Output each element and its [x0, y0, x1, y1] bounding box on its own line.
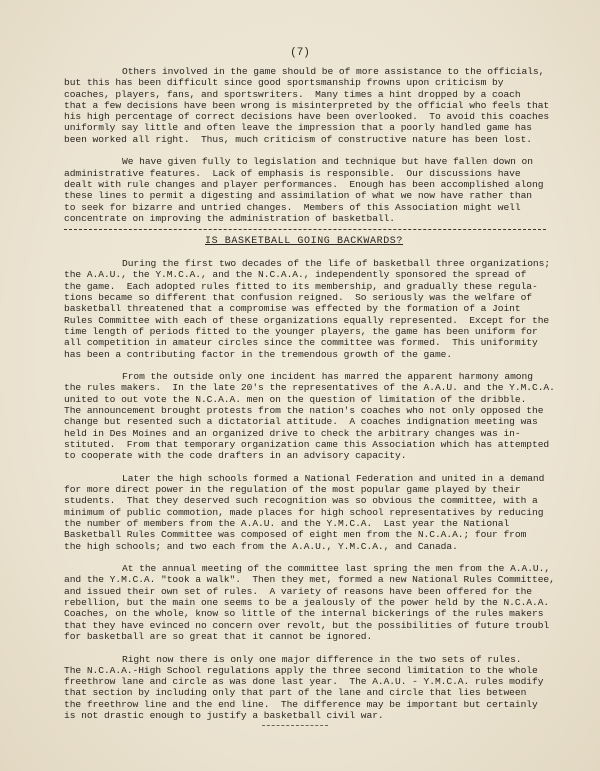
text-line: tions became so different that confusion reigned. So seriously was the welfare of: [64, 292, 532, 304]
text-line: for more direct power in the regulation of the most popular game played by their: [64, 484, 521, 496]
text-line: dealt with rule changes and player performances. Enough has been accomplished along: [64, 178, 544, 190]
text-line: is not drastic enough to justify a basketball civil war.: [64, 710, 384, 722]
text-line: to seek for bizarre and untried changes. Members of this Association might well: [64, 201, 521, 213]
text-line: been worked all right. Thus, much criticism of constructive nature has been lost.: [64, 133, 532, 145]
text-line: basketball threatened that a compromise was effected by the formation of a Joint: [64, 303, 521, 315]
text-line: At the annual meeting of the committee last spring the men from the A.A.U.,: [122, 563, 551, 575]
text-line: stituted. From that temporary organization came this Association which has attempted: [64, 438, 550, 450]
paragraph-p5: [64, 473, 544, 552]
paragraph-p1: [64, 66, 550, 145]
text-line: students. That they deserved such recognition was so obvious the committee, with a: [64, 495, 538, 507]
text-line: the high schools; and two each from the A.A.U., Y.M.C.A., and Canada.: [64, 540, 458, 552]
text-line: The announcement brought protests from the nation's coaches who not only opposed the: [64, 405, 544, 417]
text-line: change but resented such a dictatorial attitude. A coaches indignation meeting was: [64, 416, 538, 428]
text-line: the game. Each adopted rules fitted to its membership, and gradually these regula-: [64, 280, 538, 292]
document-body: [64, 66, 555, 726]
text-line: that they have evinced no concern over revolt, but the possibilities of future troubl: [64, 619, 550, 631]
text-line: the freethrow line and the end line. The difference may be important but certainly: [64, 698, 538, 710]
end-mark: [262, 725, 328, 726]
text-line: these lines to permit a digesting and assimilation of what we now have rather than: [64, 190, 532, 202]
text-line: his high percentage of correct decisions have been overlooked. To avoid this coaches: [64, 111, 550, 123]
text-line: During the first two decades of the life of basketball three organizations;: [122, 258, 551, 270]
paragraph-p2: [64, 156, 544, 224]
text-line: the number of members from the A.A.U. and the Y.M.C.A. Last year the National: [64, 517, 510, 529]
text-line: Right now there is only one major difference in the two sets of rules.: [122, 653, 522, 665]
text-line: but this has been difficult since good sportsmanship frowns upon criticism by: [64, 77, 504, 89]
section-heading: IS BASKETBALL GOING BACKWARDS?: [204, 236, 404, 248]
text-line: to cooperate with the code drafters in an advisory capacity.: [64, 450, 407, 462]
text-line: rebellion, but the main one seems to be a jealously of the power held by the N.C.A.A.: [64, 597, 550, 609]
text-line: Rules Committee with each of these organizations equally represented. Except for the: [64, 314, 550, 326]
paragraph-p7: [64, 654, 544, 722]
text-line: The N.C.A.A.-High School regulations apply the three second limitation to the whole: [64, 664, 538, 676]
text-line: and issued their own set of rules. A variety of reasons have been offered for the: [64, 585, 532, 597]
paragraph-p6: [64, 563, 555, 642]
section-divider: [64, 229, 546, 230]
text-line: all competition in amateur circles since the committee was formed. This uniformity: [64, 337, 538, 349]
text-line: time length of periods fitted to the younger players, the game has been uniform for: [64, 325, 538, 337]
text-line: From the outside only one incident has marred the apparent harmony among: [122, 371, 533, 383]
page-number: (7): [290, 47, 310, 59]
text-line: the rules makers. In the late 20's the representatives of the A.A.U. and the Y.M.C.A.: [64, 382, 555, 394]
text-line: Later the high schools formed a National Federation and united in a demand: [122, 472, 545, 484]
text-line: uniformly say little and often leave the impression that a poorly handled game has: [64, 122, 532, 134]
text-line: Others involved in the game should be of more assistance to the officials,: [122, 66, 545, 77]
text-line: Basketball Rules Committee was composed of eight men from the N.C.A.A.; four from: [64, 529, 527, 541]
text-line: the A.A.U., the Y.M.C.A., and the N.C.A.A., independently sponsored the spread of: [64, 269, 527, 281]
text-line: and the Y.M.C.A. "took a walk". Then they met, formed a new National Rules Committee,: [64, 574, 555, 586]
text-line: concentrate on improving the administration of basketball.: [64, 212, 396, 224]
text-line: administrative features. Lack of emphasis is responsible. Our discussions have: [64, 167, 521, 179]
text-line: united to out vote the N.C.A.A. men on the question of limitation of the dribble.: [64, 393, 527, 405]
text-line: has been a contributing factor in the tremendous growth of the game.: [64, 348, 453, 360]
paragraph-p4: [64, 371, 555, 462]
text-line: freethrow lane and circle as was done last year. The A.A.U. - Y.M.C.A. rules modify: [64, 676, 544, 688]
paragraph-p3: [64, 258, 551, 360]
text-line: We have given fully to legislation and technique but have fallen down on: [122, 156, 533, 168]
text-line: coaches, players, fans, and sportswriters. Many times a hint dropped by a coach: [64, 88, 521, 100]
text-line: for basketball are so great that it cannot be ignored.: [64, 630, 373, 642]
text-line: Coaches, on the whole, know so little of the internal bickerings of the rules makers: [64, 608, 544, 620]
text-line: minimum of public commotion, made places for high school representatives by reducing: [64, 506, 544, 518]
text-line: that section by including only that part of the lane and circle that lies between: [64, 687, 527, 699]
text-line: held in Des Moines and an organized drive to check the arbitrary changes was in-: [64, 427, 521, 439]
text-line: that a few decisions have been wrong is misinterpreted by the official who feels that: [64, 99, 550, 111]
